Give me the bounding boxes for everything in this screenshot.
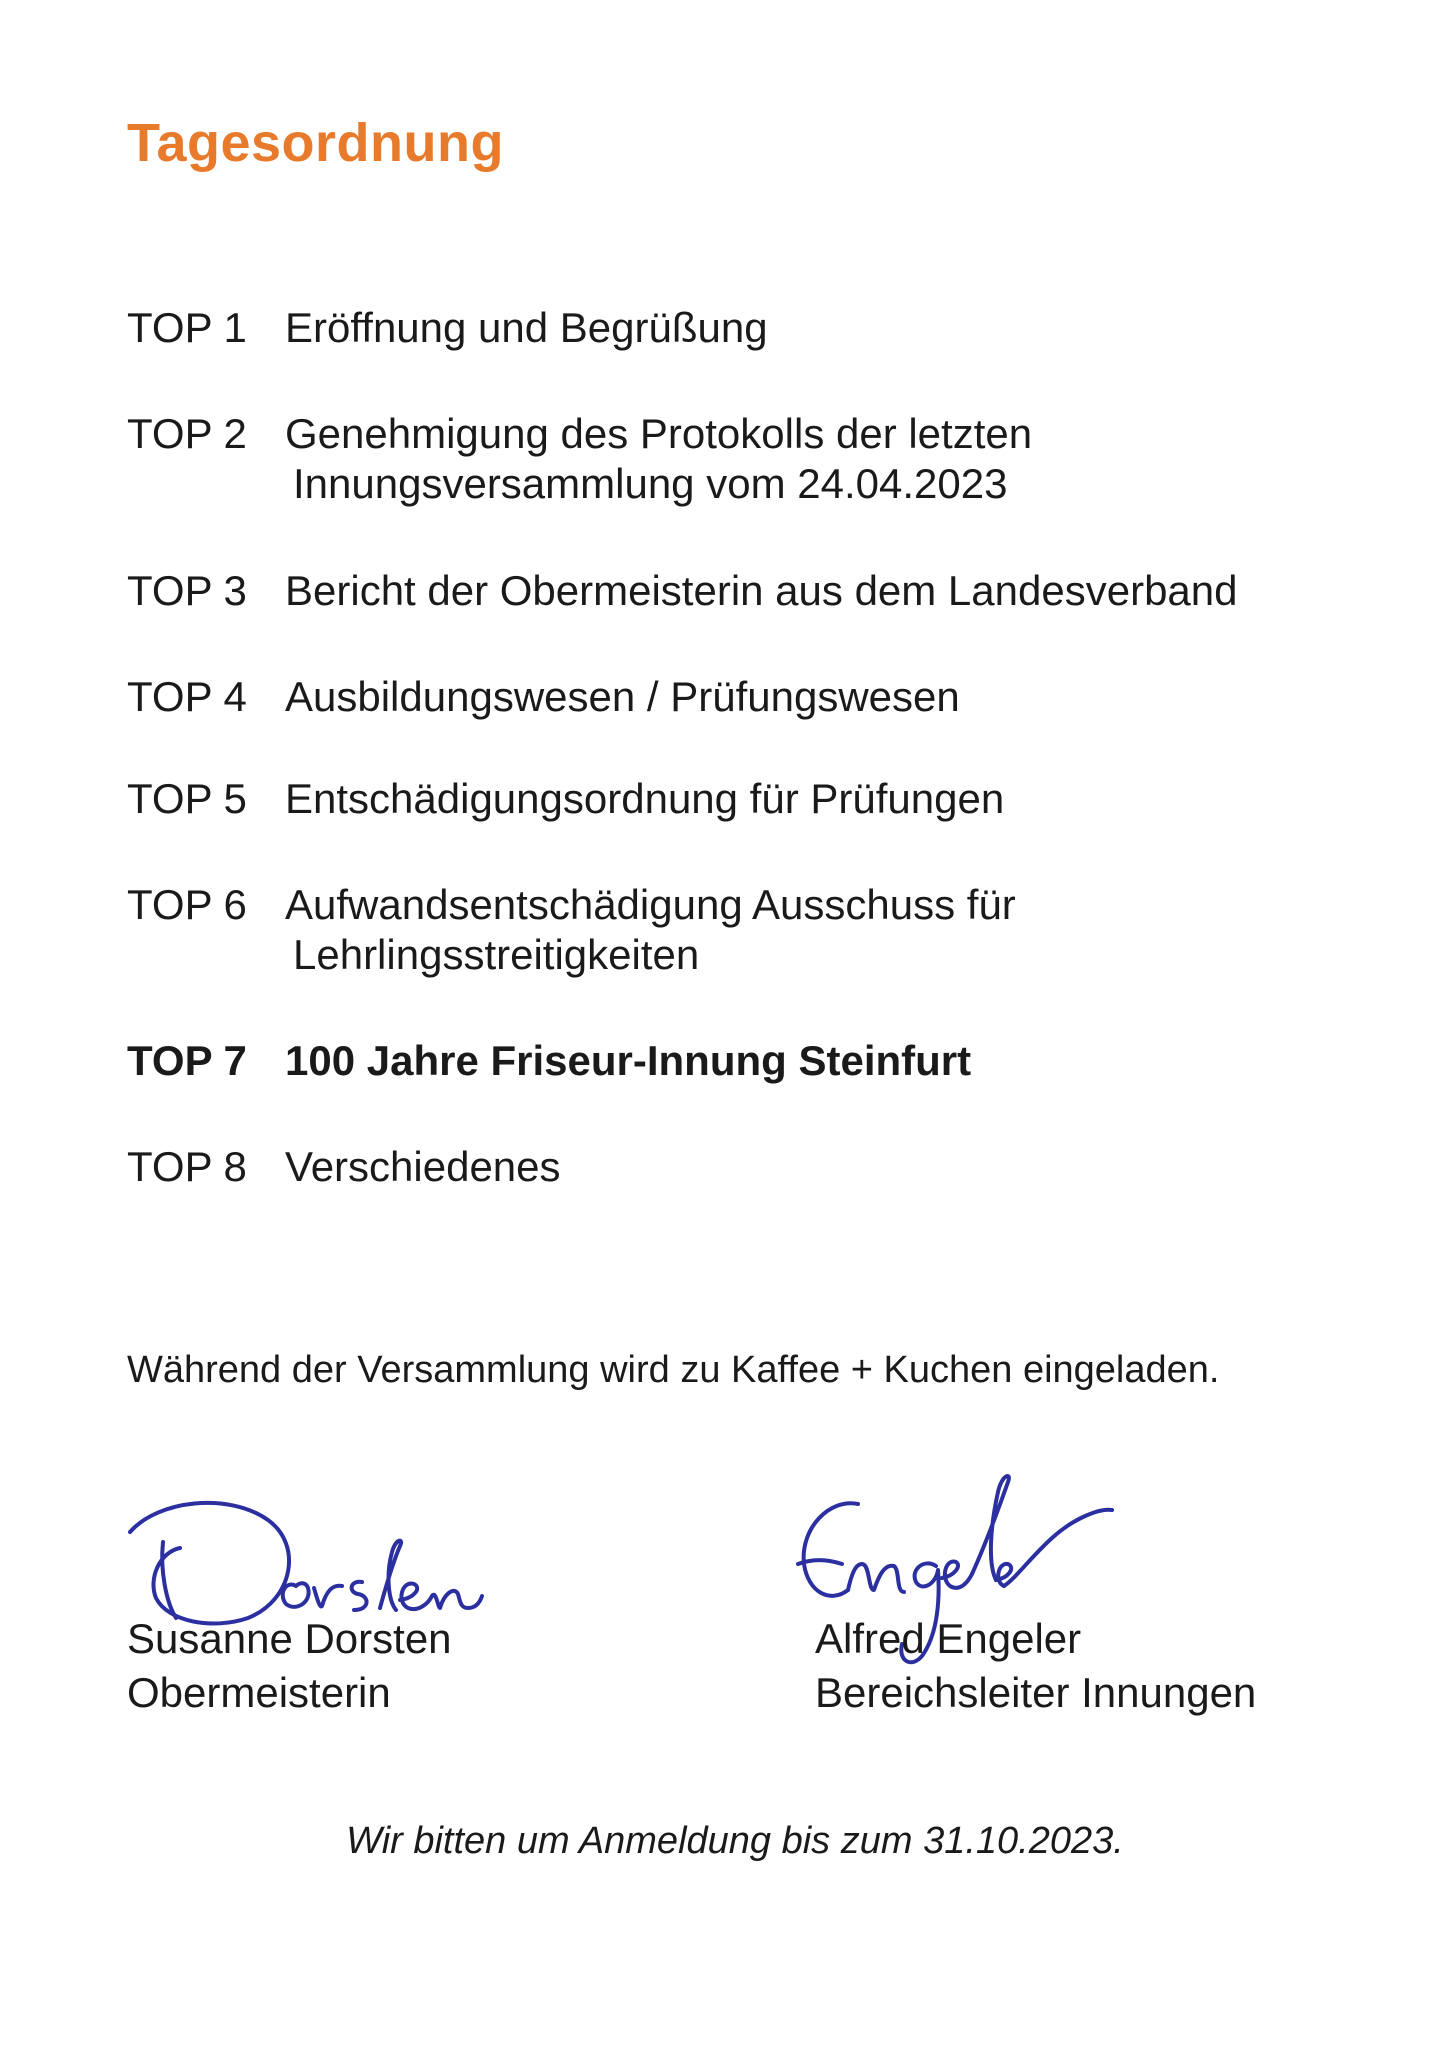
agenda-text-line1: Verschiedenes xyxy=(285,1143,561,1190)
agenda-text-line1: Eröffnung und Begrüßung xyxy=(285,304,768,351)
agenda-item-2 xyxy=(127,409,1032,509)
agenda-number: TOP 8 xyxy=(127,1143,247,1190)
agenda-text-line2: Lehrlingsstreitigkeiten xyxy=(293,931,700,978)
agenda-item-3 xyxy=(127,566,1238,616)
agenda-item-8 xyxy=(127,1142,561,1192)
agenda-number: TOP 6 xyxy=(127,881,247,928)
agenda-item-7 xyxy=(127,1036,971,1086)
signatory-role: Bereichsleiter Innungen xyxy=(815,1669,1257,1716)
agenda-text-line1: Aufwandsentschädigung Ausschuss für xyxy=(285,881,1016,928)
agenda-number: TOP 2 xyxy=(127,410,247,457)
agenda-text-line2: Innungsversammlung vom 24.04.2023 xyxy=(293,460,1008,507)
agenda-text xyxy=(285,1142,561,1192)
agenda-item-5 xyxy=(127,774,1004,824)
agenda-text xyxy=(285,566,1238,616)
agenda-number: TOP 3 xyxy=(127,567,247,614)
agenda-text xyxy=(285,880,1016,980)
signatory-name: Alfred Engeler xyxy=(815,1615,1082,1662)
agenda-item-6 xyxy=(127,880,1016,980)
agenda-number: TOP 1 xyxy=(127,304,247,351)
agenda-text-line1: Entschädigungsordnung für Prüfungen xyxy=(285,775,1005,822)
page-title: Tagesordnung xyxy=(127,113,504,173)
signatory-right xyxy=(815,1612,1256,1720)
agenda-item-1 xyxy=(127,303,768,353)
signatory-role: Obermeisterin xyxy=(127,1669,391,1716)
signatory-name: Susanne Dorsten xyxy=(127,1615,452,1662)
agenda-number: TOP 7 xyxy=(127,1037,247,1084)
registration-deadline: Wir bitten um Anmeldung bis zum 31.10.2023. xyxy=(346,1820,1124,1862)
agenda-number: TOP 5 xyxy=(127,775,247,822)
agenda-text xyxy=(285,409,1032,509)
agenda-text xyxy=(285,774,1004,824)
agenda-text xyxy=(285,672,960,722)
agenda-text-line1: 100 Jahre Friseur-Innung Steinfurt xyxy=(285,1037,972,1084)
agenda-text-line1: Genehmigung des Protokolls der letzten xyxy=(285,410,1033,457)
agenda-number: TOP 4 xyxy=(127,673,247,720)
agenda-text-line1: Ausbildungswesen / Prüfungswesen xyxy=(285,673,960,720)
agenda-text xyxy=(285,303,768,353)
agenda-text xyxy=(285,1036,971,1086)
refreshment-note: Während der Versammlung wird zu Kaffee + Kuchen eingeladen. xyxy=(127,1349,1220,1391)
agenda-text-line1: Bericht der Obermeisterin aus dem Landesverband xyxy=(285,567,1238,614)
signatory-left xyxy=(127,1612,452,1720)
agenda-item-4 xyxy=(127,672,960,722)
